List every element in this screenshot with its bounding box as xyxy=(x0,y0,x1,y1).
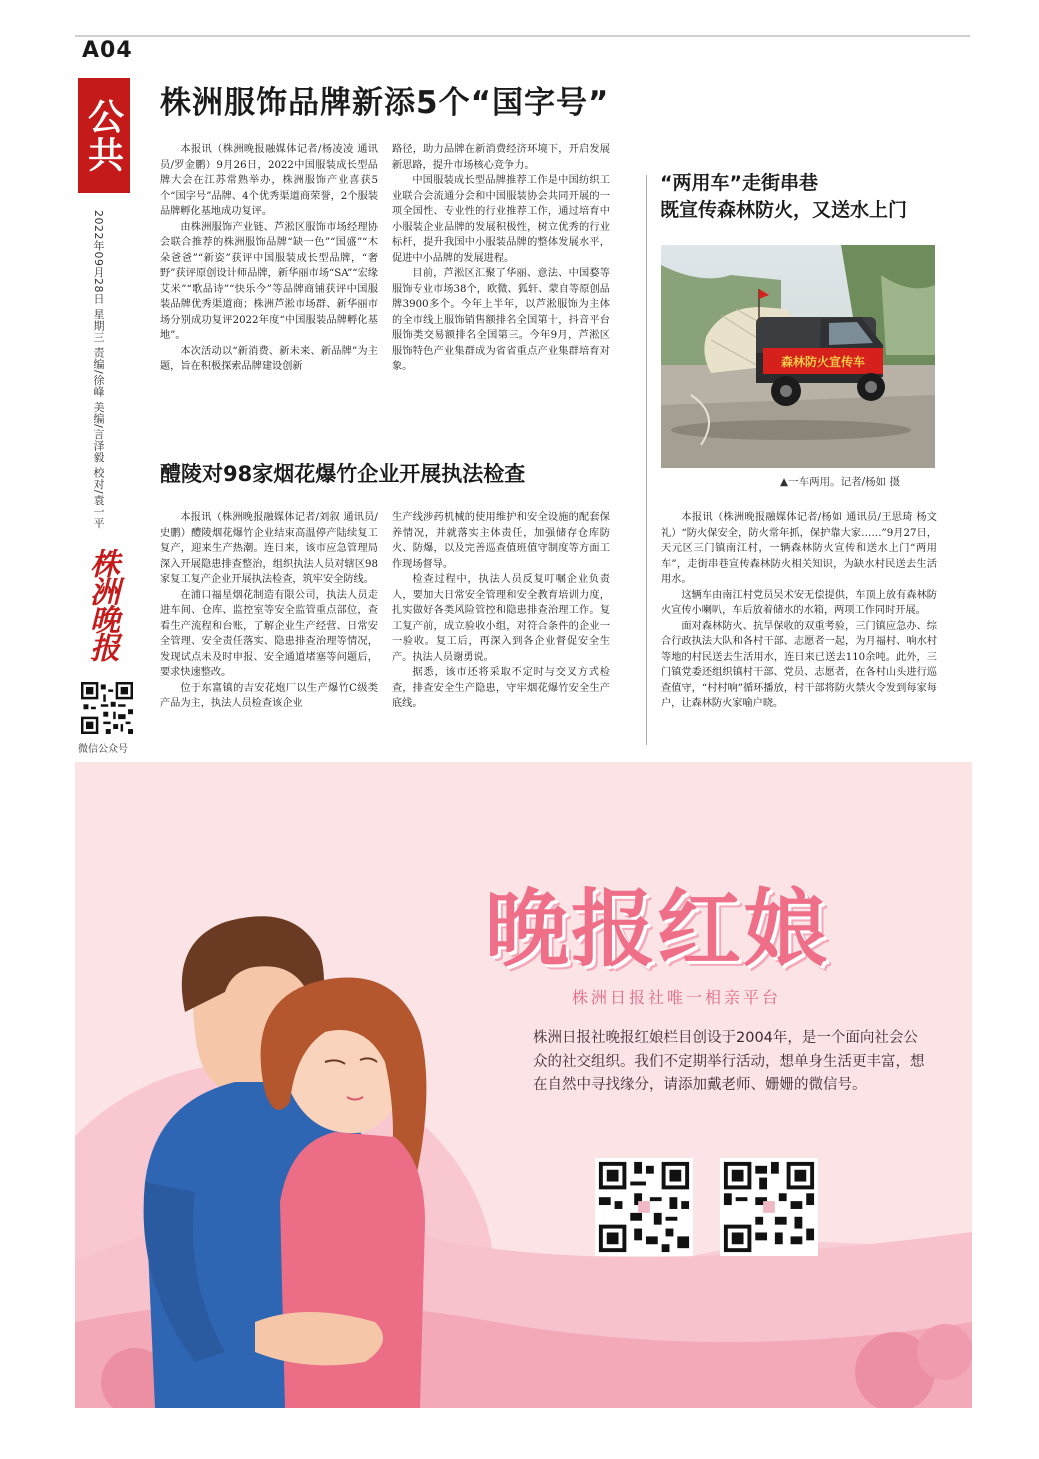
article3-headline xyxy=(660,170,907,224)
article1-paragraph: 本报讯（株洲晚报融媒体记者/杨凌凌 通讯员/罗金鹏）9月26日，2022中国服装成长型品牌大会在江苏常熟举办，株洲服饰产业喜获5个“国字号”品牌、4个优秀渠道商荣誉，2个服装品牌孵化基地成功复评。 xyxy=(160,144,378,217)
article1-paragraph: 由株洲服饰产业链、芦淞区服饰市场经理协会联合推荐的株洲服饰品牌“缺一色”“国盛”“木朵爸爸”“新姿”获评中国服装成长型品牌，“奢野”获评原创设计师品牌，新华丽市场“SA”“宏缘艾米”“歌品诗”“快乐今”等品牌商铺获评中国服装品牌优秀渠道商；株洲芦淞市场群、新华丽市场分别成功复评2022年度“中国服装品牌孵化基地”。 xyxy=(160,221,378,341)
article2-paragraph: 检查过程中，执法人员反复叮嘱企业负责人，要加大日常安全管理和安全教育培训力度，扎实做好各类风险管控和隐患排查治理工作。复工复产前，成立验收小组，对符合条件的企业一一验收。复工后，再深入到各企业督促安全生产。执法人员谢勇说。 xyxy=(392,574,610,663)
article2-paragraph: 生产线涉药机械的使用维护和安全设施的配套保养情况，并就落实主体责任，加强储存仓库防火、防爆，以及完善巡查值班值守制度等方面工作现场督导。 xyxy=(392,512,610,570)
article2-headline: 醴陵对98家烟花爆竹企业开展执法检查 xyxy=(160,462,526,486)
article1-paragraph: 本次活动以“新消费、新未来、新品牌”为主题，旨在积极探索品牌建设创新 xyxy=(160,345,378,372)
wechat-qr-code-shanshan xyxy=(720,1158,818,1256)
article1-paragraph: 路径，助力品牌在新消费经济环境下，开启发展新思路，提升市场核心竞争力。 xyxy=(392,144,610,171)
article3-headline-line1: “两用车”走街串巷 xyxy=(660,172,818,194)
article3-paragraph: 这辆车由南江村党员吴术安无偿提供，车顶上放有森林防火宣传小喇叭，车后放着储水的水箱，两项工作同时开展。 xyxy=(661,589,937,616)
article1-column-2 xyxy=(392,142,610,375)
wechat-qr-code xyxy=(81,682,133,734)
article1-column-1 xyxy=(160,142,378,375)
qr-label: 微信公众号 xyxy=(78,744,128,755)
article2-paragraph: 本报讯（株洲晚报融媒体记者/刘叙 通讯员/史鹏）醴陵烟花爆竹企业结束高温停产陆续复工复产，迎来生产热潮。连日来，该市应急管理局深入开展隐患排查整治，组织执法人员对辖区98家复工复产企业开展执法检查，筑牢安全防线。 xyxy=(160,512,378,585)
truck-photo xyxy=(661,245,935,468)
article2-column-2 xyxy=(392,510,610,712)
article3-body xyxy=(661,510,937,712)
ad-body-text: 株洲日报社晚报红娘栏目创设于2004年，是一个面向社会公众的社交组织。我们不定期举行活动，想单身生活更丰富，想在自然中寻找缘分，请添加戴老师、姗姗的微信号。 xyxy=(533,1030,925,1093)
article2-paragraph: 在浦口福星烟花制造有限公司，执法人员走进车间、仓库、监控室等安全监管重点部位，查看生产流程和台账，了解企业生产经营、日常安全管理、安全责任落实、隐患排查治理等情况，发现试点未及时申报、安全通道堵塞等问题后，要求快速整改。 xyxy=(160,589,378,678)
top-rule xyxy=(75,35,970,37)
article1-paragraph: 目前，芦淞区汇聚了华丽、意法、中国婺等服饰专业市场38个，欧微、狐轩、蒙自等原创品牌3900多个。今年上半年，以芦淞服饰为主体的全市线上服饰销售额排名全国第十，抖音平台服饰类交易额排名全国第三。今年9月，芦淞区服饰特色产业集群成为省省重点产业集群培育对象。 xyxy=(392,268,610,372)
article3-paragraph: 面对森林防火、抗旱保收的双重考验，三门镇应急办、综合行政执法大队和各村干部、志愿者一起，为月福村、响水村等地的村民送去生活用水，连日来已送去110余吨。此外，三门镇党委还组织镇村干部、党员、志愿者，在各村山头进行巡查值守，“村村响”循环播放，村干部将防火禁火令发到每家每户，让森林防火家喻户晓。 xyxy=(661,620,937,709)
page-number: A04 xyxy=(82,38,133,63)
masthead-logo: 株洲晚报 xyxy=(84,548,119,660)
ad-subtitle: 株洲日报社唯一相亲平台 xyxy=(572,988,782,1007)
wechat-qr-code-teacher-dai xyxy=(595,1158,693,1256)
ad-title: 晚报红娘 xyxy=(485,880,830,978)
column-divider xyxy=(646,175,647,745)
article1-headline: 株洲服饰品牌新添5个“国字号” xyxy=(160,85,610,121)
article1-paragraph: 中国服装成长型品牌推荐工作是中国纺织工业联合会流通分会和中国服装协会共同开展的一项全国性、专业性的行业推荐工作，通过培育中小服装企业品牌的发展积极性，树立优秀的行业标杆，提升我国中小服装品牌的整体发展水平，促进中小品牌的发展进程。 xyxy=(392,175,610,264)
article2-paragraph: 据悉，该市还将采取不定时与交叉方式检查，排查安全生产隐患，守牢烟花爆竹安全生产底线。 xyxy=(392,667,610,709)
article2-paragraph: 位于东富镇的吉安花炮厂以生产爆竹C级类产品为主，执法人员检查该企业 xyxy=(160,682,378,709)
dateline: 2022年09月28日 星期三 责编/徐峰 美编/言泽毅 校对/袁一平 xyxy=(92,210,105,529)
photo-caption: ▲一车两用。记者/杨如 摄 xyxy=(780,476,900,488)
section-tab: 公共 xyxy=(78,78,130,193)
truck-banner-text: 森林防火宣传车 xyxy=(780,355,866,369)
article3-headline-line2: 既宣传森林防火，又送水上门 xyxy=(660,199,908,221)
article2-column-1 xyxy=(160,510,378,712)
article3-paragraph: 本报讯（株洲晚报融媒体记者/杨如 通讯员/王思琦 杨文礼）“防火保安全，防火常年抓，保护靠大家……”9月27日，天元区三门镇南江村，一辆森林防火宣传和送水上门“两用车”，走街串巷宣传森林防火相关知识，为缺水村民送去生活用水。 xyxy=(661,512,937,585)
